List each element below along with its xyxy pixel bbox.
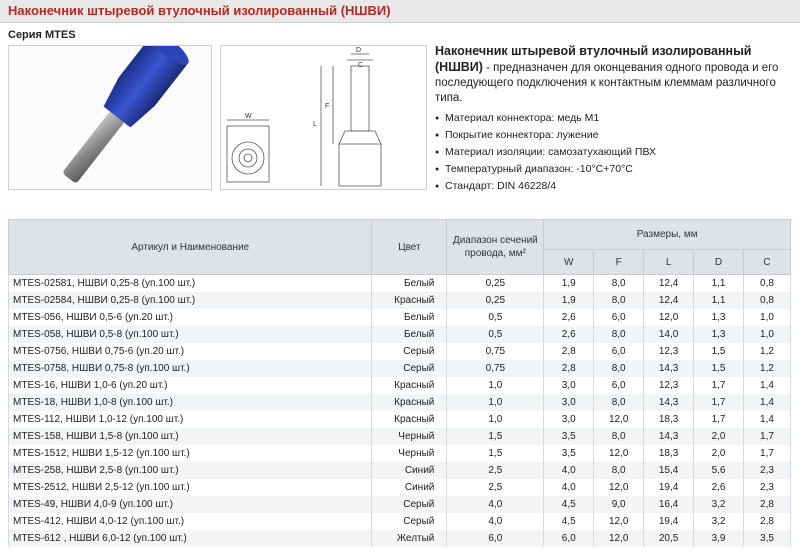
cell-f: 6,0 — [594, 343, 644, 360]
cell-article: MTES-112, НШВИ 1,0-12 (уп.100 шт.) — [9, 411, 372, 428]
header-f: F — [594, 250, 644, 275]
cell-f: 8,0 — [594, 326, 644, 343]
cell-c: 1,4 — [744, 411, 791, 428]
cell-l: 15,4 — [644, 462, 694, 479]
header-c: C — [744, 250, 791, 275]
table-row — [9, 428, 791, 445]
cell-article: MTES-2512, НШВИ 2,5-12 (уп.100 шт.) — [9, 479, 372, 496]
table-row — [9, 462, 791, 479]
cell-range: 0,75 — [447, 343, 544, 360]
cell-w: 2,8 — [544, 343, 594, 360]
cell-article: MTES-18, НШВИ 1,0-8 (уп.100 шт.) — [9, 394, 372, 411]
header-w: W — [544, 250, 594, 275]
cell-f: 8,0 — [594, 292, 644, 309]
cell-w: 2,8 — [544, 360, 594, 377]
table-row — [9, 445, 791, 462]
cell-l: 14,3 — [644, 428, 694, 445]
table-row — [9, 496, 791, 513]
cell-c: 3,5 — [744, 530, 791, 547]
cell-range: 2,5 — [447, 462, 544, 479]
table-row — [9, 309, 791, 326]
cell-c: 1,0 — [744, 309, 791, 326]
cell-f: 12,0 — [594, 411, 644, 428]
cell-l: 18,3 — [644, 445, 694, 462]
cell-article: MTES-258, НШВИ 2,5-8 (уп.100 шт.) — [9, 462, 372, 479]
cell-range: 0,25 — [447, 275, 544, 293]
cell-d: 3,2 — [694, 496, 744, 513]
cell-color: Серый — [372, 496, 447, 513]
cell-color: Черный — [372, 445, 447, 462]
cell-color: Синий — [372, 462, 447, 479]
spec-insulation: ● Материал изоляции: самозатухающий ПВХ — [435, 144, 795, 161]
cell-c: 1,4 — [744, 394, 791, 411]
cell-w: 1,9 — [544, 292, 594, 309]
table-row — [9, 360, 791, 377]
cell-range: 1,0 — [447, 394, 544, 411]
cell-article: MTES-49, НШВИ 4,0-9 (уп.100 шт.) — [9, 496, 372, 513]
table-row — [9, 530, 791, 547]
cell-l: 19,4 — [644, 513, 694, 530]
cell-f: 12,0 — [594, 530, 644, 547]
dim-l-label: L — [313, 121, 317, 128]
cell-range: 1,5 — [447, 428, 544, 445]
cell-d: 2,6 — [694, 479, 744, 496]
cell-range: 0,5 — [447, 326, 544, 343]
cell-range: 6,0 — [447, 530, 544, 547]
cell-f: 8,0 — [594, 360, 644, 377]
dim-c-label: C — [358, 62, 364, 69]
cell-w: 1,9 — [544, 275, 594, 293]
dim-d-label: D — [356, 47, 362, 54]
cell-color: Красный — [372, 377, 447, 394]
table-body — [9, 275, 791, 548]
cell-f: 6,0 — [594, 309, 644, 326]
cell-range: 0,75 — [447, 360, 544, 377]
cell-c: 1,7 — [744, 445, 791, 462]
page-title: Наконечник штыревой втулочный изолированный (НШВИ) — [8, 3, 391, 18]
cell-w: 3,0 — [544, 394, 594, 411]
cell-w: 3,0 — [544, 377, 594, 394]
cell-d: 1,5 — [694, 343, 744, 360]
cell-f: 12,0 — [594, 479, 644, 496]
table-row — [9, 326, 791, 343]
table-row — [9, 479, 791, 496]
description-heading: Наконечник штыревой втулочный изолированный (НШВИ) — [435, 44, 752, 74]
cell-article: MTES-412, НШВИ 4,0-12 (уп.100 шт.) — [9, 513, 372, 530]
spec-standard: ● Стандарт: DIN 46228/4 — [435, 178, 795, 195]
cell-w: 4,5 — [544, 513, 594, 530]
title-bar — [0, 0, 800, 23]
cell-d: 3,2 — [694, 513, 744, 530]
cell-d: 3,9 — [694, 530, 744, 547]
cell-f: 9,0 — [594, 496, 644, 513]
cell-c: 0,8 — [744, 275, 791, 293]
cell-d: 1,1 — [694, 292, 744, 309]
table-row — [9, 411, 791, 428]
cell-range: 0,25 — [447, 292, 544, 309]
cell-w: 4,0 — [544, 462, 594, 479]
cell-w: 3,5 — [544, 428, 594, 445]
cell-d: 1,7 — [694, 411, 744, 428]
cell-w: 6,0 — [544, 530, 594, 547]
cell-d: 2,0 — [694, 428, 744, 445]
cell-range: 1,0 — [447, 377, 544, 394]
cell-l: 12,4 — [644, 292, 694, 309]
header-range: Диапазон сечений провода, мм² — [447, 220, 544, 275]
cell-range: 2,5 — [447, 479, 544, 496]
cell-color: Белый — [372, 309, 447, 326]
cell-l: 20,5 — [644, 530, 694, 547]
specs-table — [8, 219, 791, 547]
cell-d: 1,1 — [694, 275, 744, 293]
cell-l: 14,0 — [644, 326, 694, 343]
cell-l: 12,4 — [644, 275, 694, 293]
cell-color: Синий — [372, 479, 447, 496]
product-description — [435, 44, 795, 195]
header-l: L — [644, 250, 694, 275]
table-row — [9, 343, 791, 360]
description-text: - предназначен для оконцевания одного провода и его последующего подключения к контактным клеммам различного типа. — [435, 62, 779, 104]
cell-color: Серый — [372, 343, 447, 360]
cell-w: 3,0 — [544, 411, 594, 428]
cell-f: 8,0 — [594, 428, 644, 445]
cell-color: Черный — [372, 428, 447, 445]
cell-f: 8,0 — [594, 394, 644, 411]
cell-f: 12,0 — [594, 445, 644, 462]
cell-l: 12,0 — [644, 309, 694, 326]
cell-l: 12,3 — [644, 343, 694, 360]
cell-article: MTES-612 , НШВИ 6,0-12 (уп.100 шт.) — [9, 530, 372, 547]
cell-range: 4,0 — [447, 496, 544, 513]
header-article: Артикул и Наименование — [9, 220, 372, 275]
cell-color: Желтый — [372, 530, 447, 547]
cell-color: Красный — [372, 394, 447, 411]
header-color: Цвет — [372, 220, 447, 275]
cell-l: 19,4 — [644, 479, 694, 496]
cell-w: 3,5 — [544, 445, 594, 462]
cell-f: 8,0 — [594, 275, 644, 293]
cell-article: MTES-02581, НШВИ 0,25-8 (уп.100 шт.) — [9, 275, 372, 293]
cell-article: MTES-1512, НШВИ 1,5-12 (уп.100 шт.) — [9, 445, 372, 462]
cell-c: 2,8 — [744, 496, 791, 513]
cell-d: 1,7 — [694, 377, 744, 394]
cell-w: 2,6 — [544, 309, 594, 326]
cell-l: 16,4 — [644, 496, 694, 513]
cell-c: 1,0 — [744, 326, 791, 343]
table-row — [9, 377, 791, 394]
cell-d: 1,3 — [694, 309, 744, 326]
cell-d: 1,7 — [694, 394, 744, 411]
cell-color: Белый — [372, 275, 447, 293]
cell-c: 1,7 — [744, 428, 791, 445]
cell-l: 14,3 — [644, 394, 694, 411]
cell-range: 1,0 — [447, 411, 544, 428]
cell-range: 4,0 — [447, 513, 544, 530]
product-photo — [8, 45, 212, 190]
cell-w: 4,5 — [544, 496, 594, 513]
cell-article: MTES-02584, НШВИ 0,25-8 (уп.100 шт.) — [9, 292, 372, 309]
header-sizes: Размеры, мм — [544, 220, 791, 250]
cell-d: 5,6 — [694, 462, 744, 479]
cell-f: 8,0 — [594, 462, 644, 479]
dim-f-label: F — [325, 103, 330, 110]
table-row — [9, 394, 791, 411]
cell-color: Серый — [372, 513, 447, 530]
cell-c: 1,2 — [744, 343, 791, 360]
cell-d: 1,3 — [694, 326, 744, 343]
table-row — [9, 292, 791, 309]
spec-coating: ● Покрытие коннектора: лужение — [435, 127, 795, 144]
cell-color: Белый — [372, 326, 447, 343]
cell-article: MTES-0758, НШВИ 0,75-8 (уп.100 шт.) — [9, 360, 372, 377]
cell-article: MTES-158, НШВИ 1,5-8 (уп.100 шт.) — [9, 428, 372, 445]
cell-c: 1,2 — [744, 360, 791, 377]
cell-c: 2,8 — [744, 513, 791, 530]
cell-w: 4,0 — [544, 479, 594, 496]
cell-article: MTES-0756, НШВИ 0,75-6 (уп.20 шт.) — [9, 343, 372, 360]
cell-w: 2,6 — [544, 326, 594, 343]
series-label: Серия MTES — [8, 29, 76, 41]
cell-f: 12,0 — [594, 513, 644, 530]
cell-range: 1,5 — [447, 445, 544, 462]
cell-l: 18,3 — [644, 411, 694, 428]
header-d: D — [694, 250, 744, 275]
ferrule-drawing-icon — [221, 46, 426, 189]
table-row — [9, 513, 791, 530]
cell-c: 2,3 — [744, 462, 791, 479]
cell-c: 2,3 — [744, 479, 791, 496]
dim-w-label: W — [245, 113, 252, 120]
technical-drawing — [220, 45, 427, 190]
spec-temperature: ● Температурный диапазон: -10°С+70°С — [435, 161, 795, 178]
cell-c: 0,8 — [744, 292, 791, 309]
cell-d: 1,5 — [694, 360, 744, 377]
cell-color: Красный — [372, 292, 447, 309]
cell-c: 1,4 — [744, 377, 791, 394]
cell-article: MTES-058, НШВИ 0,5-8 (уп.100 шт.) — [9, 326, 372, 343]
cell-color: Красный — [372, 411, 447, 428]
spec-material: ● Материал коннектора: медь М1 — [435, 110, 795, 127]
cell-range: 0,5 — [447, 309, 544, 326]
cell-article: MTES-056, НШВИ 0,5-6 (уп.20 шт.) — [9, 309, 372, 326]
cell-l: 12,3 — [644, 377, 694, 394]
spec-list — [435, 110, 795, 195]
cell-article: MTES-16, НШВИ 1,0-6 (уп.20 шт.) — [9, 377, 372, 394]
cell-color: Серый — [372, 360, 447, 377]
ferrule-photo-icon — [9, 46, 211, 189]
table-row — [9, 275, 791, 293]
cell-d: 2,0 — [694, 445, 744, 462]
cell-l: 14,3 — [644, 360, 694, 377]
cell-f: 6,0 — [594, 377, 644, 394]
